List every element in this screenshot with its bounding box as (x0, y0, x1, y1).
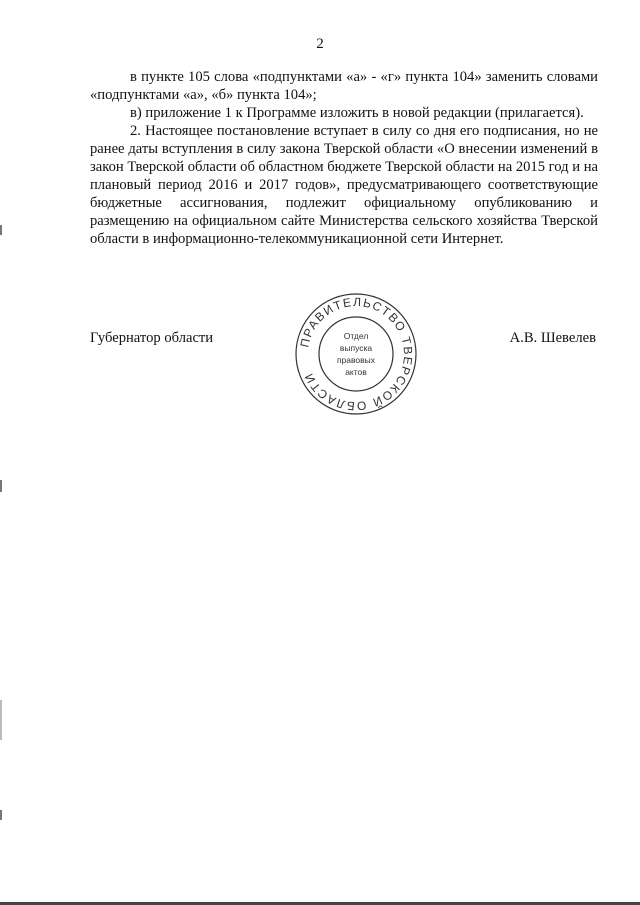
scan-edge-mark (0, 700, 2, 740)
scan-edge-mark (0, 480, 2, 492)
stamp-outer-ring (296, 294, 416, 414)
paragraph: 2. Настоящее постановление вступает в силу со дня его подписания, но не ранее даты вступления в силу закона Тверской области «О внесении изменений в закон Тверской области об областном бюджете Тверской области на 2015 год и на плановый период 2016 и 2017 годов», предусматривающего соответствующие бюджетные ассигнования, подлежит официальному опубликованию и размещению на официальном сайте Министерства сельского хозяйства Тверской области в информационно-телекоммуникационной сети Интернет. (90, 123, 598, 247)
page-number: 2 (316, 36, 324, 52)
document-body (90, 68, 598, 248)
stamp-inner-ring (319, 317, 393, 391)
official-stamp (292, 290, 420, 418)
paragraph: в пункте 105 слова «подпунктами «а» - «г» пункта 104» заменить словами «подпунктами «а», «б» пункта 104»; (90, 69, 598, 103)
signatory-name: А.В. Шевелев (509, 330, 596, 346)
paragraph: в) приложение 1 к Программе изложить в новой редакции (прилагается). (130, 105, 584, 121)
stamp-center-line: правовых (336, 355, 376, 365)
stamp-ring-text: ПРАВИТЕЛЬСТВО ТВЕРСКОЙ ОБЛАСТИ (297, 294, 416, 414)
stamp-center-line: выпуска (339, 343, 373, 353)
signatory-position: Губернатор области (90, 330, 214, 346)
stamp-center-line: Отдел (343, 331, 369, 341)
stamp-center-line: актов (345, 367, 367, 377)
scan-edge-mark (0, 225, 2, 235)
scan-edge-mark (0, 810, 2, 820)
